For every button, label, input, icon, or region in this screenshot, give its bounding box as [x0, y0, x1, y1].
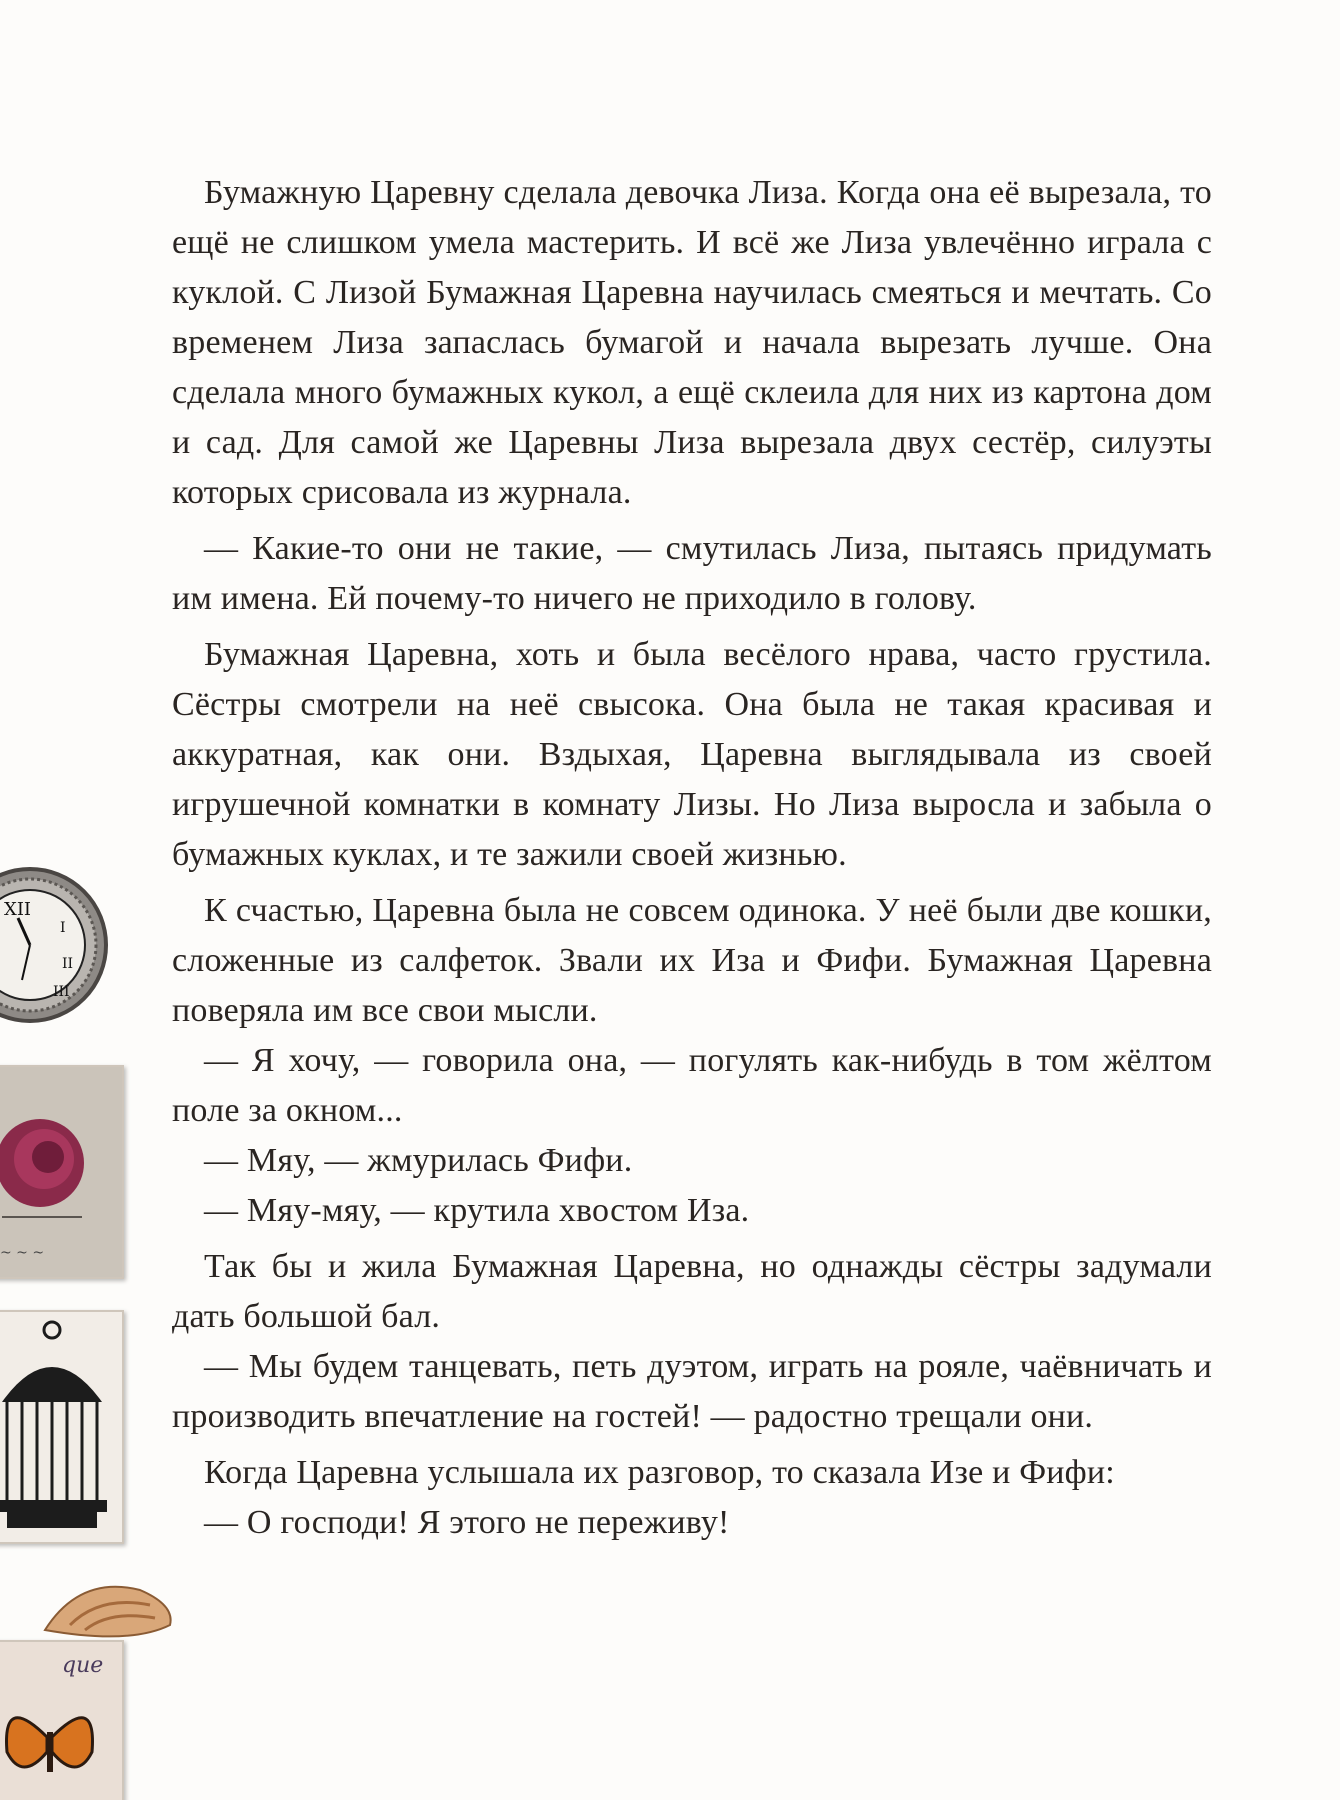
- svg-text:que: que: [62, 1653, 104, 1678]
- svg-text:I: I: [60, 920, 66, 936]
- seashell-icon: [40, 1570, 180, 1650]
- paragraph: — Мяу, — жмурилась Фифи.: [204, 1142, 633, 1179]
- svg-text:XII: XII: [4, 899, 32, 920]
- rose-icon: [0, 1067, 122, 1277]
- pocket-watch-icon: [0, 850, 120, 1045]
- butterfly-box: [0, 1640, 124, 1800]
- paragraph: Бумажную Царевну сделала девочка Лиза. Когда она её вырезала, то ещё не слишком умела мастерить. И всё же Лиза увлечённо играла с куклой. С Лизой Бумажная Царевна научилась смеяться и мечтать. Со временем Лиза запаслась бумагой и начала вырезать лучше. Она сделала много бумажных кукол, а ещё склеила для них из картона дом и сад. Для самой же Царевны Лиза вырезала двух сестёр, силуэты которых срисовала из журнала.: [172, 174, 1212, 511]
- svg-text:II: II: [62, 956, 74, 972]
- rose-box: [0, 1065, 124, 1279]
- paragraph: Когда Царевна услышала их разговор, то сказала Изе и Фифи:: [204, 1454, 1115, 1491]
- paragraph: Бумажная Царевна, хоть и была весёлого нрава, часто грустила. Сёстры смотрели на неё свысока. Она была не такая красивая и аккуратная, как они. Вздыхая, Царевна выглядывала из своей игрушечной комнатки в комнату Лизы. Но Лиза выросла и забыла о бумажных куклах, и те зажили своей жизнью.: [172, 636, 1212, 873]
- butterfly-icon: [0, 1642, 122, 1800]
- paragraph: — Какие-то они не такие, — смутилась Лиза, пытаясь придумать им имена. Ей почему-то ничего не приходило в голову.: [172, 530, 1212, 617]
- birdcage-box: [0, 1310, 124, 1544]
- paragraph: — О господи! Я этого не переживу!: [204, 1504, 730, 1541]
- paragraph: Так бы и жила Бумажная Царевна, но однажды сёстры задумали дать большой бал.: [172, 1248, 1212, 1335]
- svg-text:~ ~ ~: ~ ~ ~: [0, 1245, 45, 1261]
- paragraph: — Мы будем танцевать, петь дуэтом, играть на рояле, чаёвничать и производить впечатление на гостей! — радостно трещали они.: [172, 1348, 1212, 1435]
- birdcage-icon: [0, 1312, 122, 1542]
- paragraph: К счастью, Царевна была не совсем одинока. У неё были две кошки, сложенные из салфеток. Звали их Иза и Фифи. Бумажная Царевна поверяла им все свои мысли.: [172, 892, 1212, 1029]
- story-text: [172, 168, 1212, 1548]
- collage-decoration: [0, 850, 190, 1800]
- svg-text:III: III: [53, 984, 70, 1000]
- paragraph: — Я хочу, — говорила она, — погулять как-нибудь в том жёлтом поле за окном...: [172, 1042, 1212, 1129]
- paragraph: — Мяу-мяу, — крутила хвостом Иза.: [204, 1192, 750, 1229]
